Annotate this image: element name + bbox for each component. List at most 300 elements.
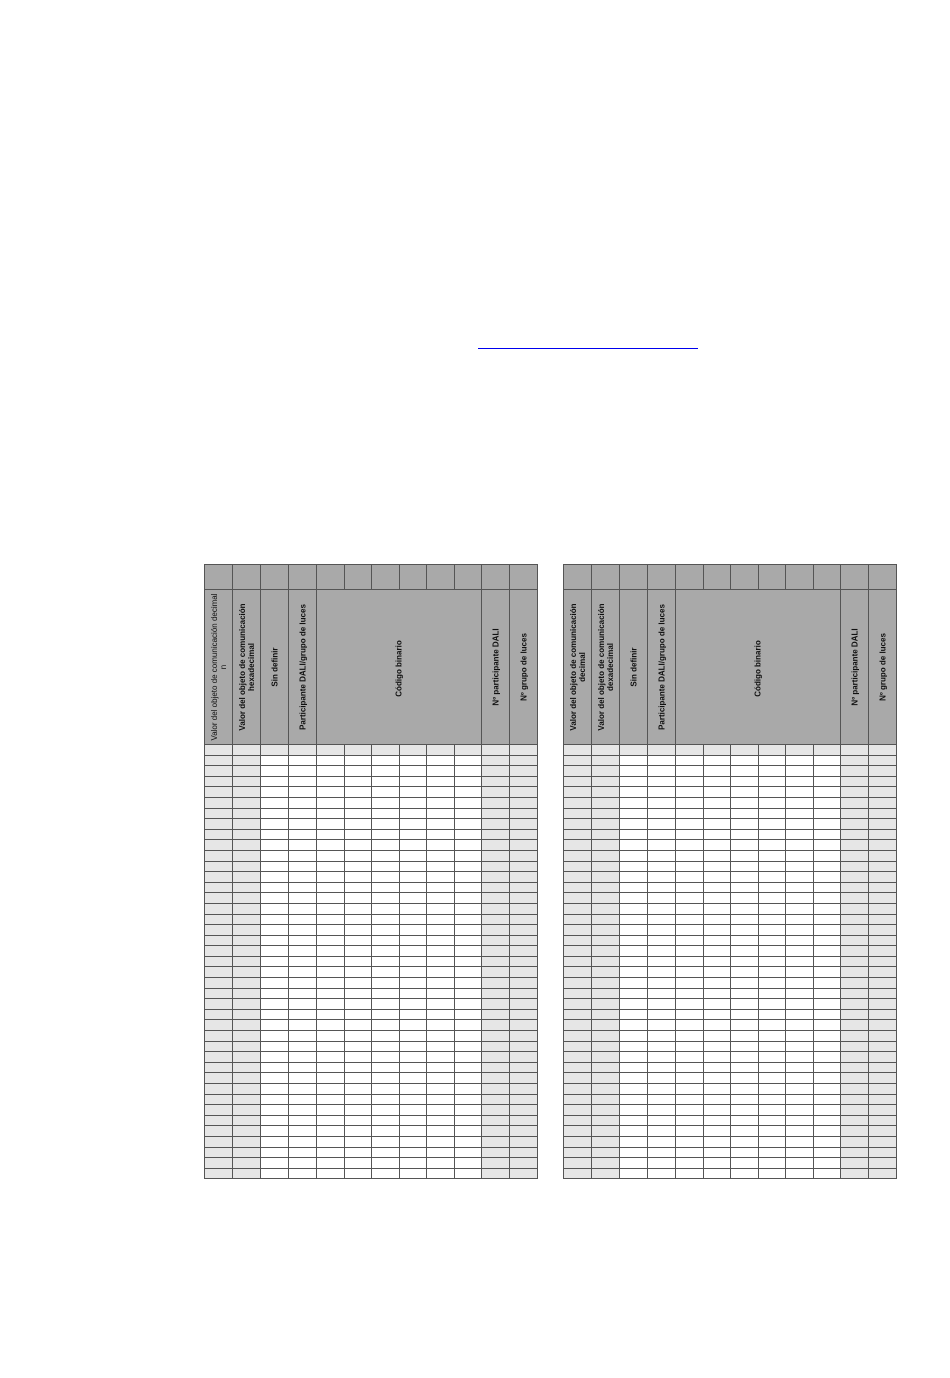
table-cell (205, 1168, 233, 1179)
table-cell (454, 1073, 482, 1084)
table-cell (261, 1009, 289, 1020)
table-cell (703, 978, 731, 989)
table-row (205, 819, 538, 830)
table-cell (233, 1115, 261, 1126)
table-cell (703, 946, 731, 957)
table-cell (564, 999, 592, 1010)
table-cell (841, 999, 869, 1010)
table-cell (344, 1052, 372, 1063)
table-cell (233, 925, 261, 936)
table-cell (510, 925, 538, 936)
table-cell (841, 946, 869, 957)
table-cell (372, 988, 400, 999)
table-cell (399, 1158, 427, 1169)
table-cell (564, 914, 592, 925)
table-cell (564, 1094, 592, 1105)
table-cell (731, 819, 759, 830)
table-cell (786, 988, 814, 999)
table-cell (317, 956, 345, 967)
table-cell (648, 776, 676, 787)
table-cell (758, 755, 786, 766)
table-row (205, 946, 538, 957)
table-cell (620, 1158, 648, 1169)
table-cell (205, 999, 233, 1010)
table-cell (233, 1009, 261, 1020)
table-cell (317, 1136, 345, 1147)
table-cell (564, 946, 592, 957)
table-cell (564, 1126, 592, 1137)
table-cell (564, 1168, 592, 1179)
table-cell (261, 1136, 289, 1147)
table-cell (454, 797, 482, 808)
table-cell (648, 882, 676, 893)
table-cell (731, 1009, 759, 1020)
table-cell (758, 903, 786, 914)
table-cell (399, 1168, 427, 1179)
table-cell (869, 1168, 897, 1179)
table-cell (427, 840, 455, 851)
table-cell (344, 1041, 372, 1052)
table-cell (510, 1062, 538, 1073)
table-cell (731, 946, 759, 957)
table-cell (758, 1031, 786, 1042)
table-cell (372, 819, 400, 830)
table-cell (289, 766, 317, 777)
table-cell (205, 745, 233, 756)
table-cell (427, 978, 455, 989)
table-cell (758, 1168, 786, 1179)
table-cell (372, 776, 400, 787)
table-cell (564, 840, 592, 851)
table-cell (813, 787, 841, 798)
table-cell (648, 1115, 676, 1126)
table-cell (813, 840, 841, 851)
table-cell (317, 1031, 345, 1042)
table-cell (454, 893, 482, 904)
table-cell (233, 1031, 261, 1042)
table-cell (564, 829, 592, 840)
table-cell (399, 787, 427, 798)
table-cell (786, 745, 814, 756)
table-cell (372, 1009, 400, 1020)
table-cell (592, 1084, 620, 1095)
table-cell (676, 903, 704, 914)
table-cell (482, 1147, 510, 1158)
table-cell (510, 776, 538, 787)
table-cell (758, 1147, 786, 1158)
table-row (205, 925, 538, 936)
table-cell (731, 903, 759, 914)
table-cell (758, 967, 786, 978)
table-cell (564, 967, 592, 978)
table-cell (564, 882, 592, 893)
table-cell (813, 755, 841, 766)
table-cell (786, 850, 814, 861)
table-cell (427, 946, 455, 957)
table-cell (786, 925, 814, 936)
table-cell (592, 999, 620, 1010)
table-cell (703, 1158, 731, 1169)
table-cell (261, 797, 289, 808)
table-cell (510, 946, 538, 957)
table-row (564, 1031, 897, 1042)
table-cell (813, 1009, 841, 1020)
table-cell (648, 1084, 676, 1095)
table-cell (454, 1062, 482, 1073)
table-cell (205, 925, 233, 936)
table-cell (703, 797, 731, 808)
table-cell (841, 1147, 869, 1158)
table-cell (703, 882, 731, 893)
table-cell (289, 967, 317, 978)
table-cell (564, 988, 592, 999)
table-cell (205, 850, 233, 861)
table-cell (233, 1084, 261, 1095)
table-cell (482, 893, 510, 904)
table-cell (344, 776, 372, 787)
table-cell (869, 893, 897, 904)
table-cell (510, 1094, 538, 1105)
table-cell (676, 1126, 704, 1137)
table-cell (482, 1020, 510, 1031)
table-cell (289, 808, 317, 819)
table-cell (841, 872, 869, 883)
table-cell (317, 946, 345, 957)
table-cell (592, 978, 620, 989)
table-cell (510, 1158, 538, 1169)
table-cell (703, 893, 731, 904)
table-cell (205, 861, 233, 872)
table-cell (592, 1126, 620, 1137)
table-cell (233, 1105, 261, 1116)
table-cell (648, 1031, 676, 1042)
table-cell (289, 1136, 317, 1147)
table-cell (648, 797, 676, 808)
table-cell (454, 1168, 482, 1179)
table-cell (648, 903, 676, 914)
table-cell (786, 946, 814, 957)
table-cell (427, 1009, 455, 1020)
table-cell (869, 797, 897, 808)
table-cell (205, 1020, 233, 1031)
table-cell (841, 1136, 869, 1147)
table-cell (372, 1115, 400, 1126)
table-cell (261, 872, 289, 883)
table-cell (289, 914, 317, 925)
table-cell (731, 1147, 759, 1158)
table-row (205, 755, 538, 766)
table-cell (648, 1020, 676, 1031)
table-cell (703, 988, 731, 999)
table-cell (261, 903, 289, 914)
table-cell (399, 967, 427, 978)
table-cell (482, 1041, 510, 1052)
table-cell (676, 935, 704, 946)
table-cell (233, 1158, 261, 1169)
table-row (205, 1136, 538, 1147)
table-cell (813, 872, 841, 883)
table-cell (786, 978, 814, 989)
table-cell (482, 872, 510, 883)
table-cell (841, 967, 869, 978)
table-cell (648, 1073, 676, 1084)
table-cell (676, 755, 704, 766)
table-header-row (564, 590, 897, 745)
table-row (564, 850, 897, 861)
table-cell (869, 914, 897, 925)
table-row (205, 903, 538, 914)
table-row (564, 967, 897, 978)
table-cell (372, 1073, 400, 1084)
table-cell (869, 872, 897, 883)
table-cell (592, 797, 620, 808)
table-row (205, 1031, 538, 1042)
table-cell (427, 903, 455, 914)
table-cell (813, 1158, 841, 1169)
table-cell (648, 925, 676, 936)
table-cell (344, 819, 372, 830)
table-cell (205, 1009, 233, 1020)
table-cell (289, 1115, 317, 1126)
table-cell (372, 956, 400, 967)
table-cell (399, 1073, 427, 1084)
table-cell (372, 1041, 400, 1052)
table-cell (731, 1158, 759, 1169)
table-cell (564, 1084, 592, 1095)
table-cell (233, 946, 261, 957)
table-cell (427, 1168, 455, 1179)
table-cell (372, 797, 400, 808)
table-cell (372, 1052, 400, 1063)
table-cell (676, 914, 704, 925)
table-cell (676, 1094, 704, 1105)
table-cell (592, 1041, 620, 1052)
table-cell (564, 755, 592, 766)
table-cell (731, 808, 759, 819)
table-header-row (205, 590, 538, 745)
table-cell (869, 946, 897, 957)
table-cell (841, 1031, 869, 1042)
table-cell (233, 766, 261, 777)
table-cell (786, 829, 814, 840)
hyperlink-underline[interactable] (478, 348, 698, 349)
table-cell (620, 999, 648, 1010)
table-cell (620, 914, 648, 925)
table-cell (372, 755, 400, 766)
table-cell (427, 1084, 455, 1095)
table-cell (510, 988, 538, 999)
table-cell (731, 1062, 759, 1073)
table-cell (482, 819, 510, 830)
table-cell (703, 914, 731, 925)
table-cell (399, 893, 427, 904)
table-cell (786, 935, 814, 946)
table-cell (482, 797, 510, 808)
table-cell (399, 925, 427, 936)
table-cell (841, 1041, 869, 1052)
table-cell (205, 956, 233, 967)
table-row (205, 956, 538, 967)
table-cell (344, 893, 372, 904)
table-cell (317, 829, 345, 840)
table-cell (233, 776, 261, 787)
table-cell (564, 819, 592, 830)
table-cell (454, 829, 482, 840)
table-cell (317, 808, 345, 819)
table-cell (427, 872, 455, 883)
table-cell (620, 797, 648, 808)
table-cell (482, 882, 510, 893)
table-cell (676, 925, 704, 936)
table-cell (317, 776, 345, 787)
table-cell (841, 861, 869, 872)
table-cell (344, 797, 372, 808)
table-cell (731, 829, 759, 840)
table-cell (261, 1020, 289, 1031)
table-cell (427, 967, 455, 978)
table-cell (372, 1094, 400, 1105)
table-cell (399, 1105, 427, 1116)
table-cell (399, 808, 427, 819)
table-cell (427, 776, 455, 787)
table-cell (869, 1009, 897, 1020)
table-cell (205, 893, 233, 904)
table-row (564, 882, 897, 893)
table-row (205, 840, 538, 851)
table-cell (454, 903, 482, 914)
table-cell (676, 1031, 704, 1042)
table-row (564, 999, 897, 1010)
table-cell (427, 999, 455, 1010)
table-cell (813, 988, 841, 999)
table-cell (813, 914, 841, 925)
table-cell (344, 850, 372, 861)
table-row (564, 1020, 897, 1031)
table-cell (869, 1136, 897, 1147)
table-cell (261, 1158, 289, 1169)
table-row (205, 861, 538, 872)
table-cell (205, 1031, 233, 1042)
table-cell (731, 755, 759, 766)
table-cell (703, 850, 731, 861)
table-cell (510, 850, 538, 861)
table-cell (233, 819, 261, 830)
table-cell (427, 1062, 455, 1073)
table-cell (510, 808, 538, 819)
table-row (564, 1062, 897, 1073)
table-cell (233, 1147, 261, 1158)
table-cell (676, 1105, 704, 1116)
table-cell (703, 829, 731, 840)
table-cell (317, 840, 345, 851)
table-cell (676, 1073, 704, 1084)
table-cell (758, 829, 786, 840)
table-cell (592, 872, 620, 883)
table-cell (510, 1009, 538, 1020)
table-cell (427, 1073, 455, 1084)
table-top-row (564, 565, 897, 590)
table-cell (261, 840, 289, 851)
table-cell (317, 999, 345, 1010)
table-cell (427, 1126, 455, 1137)
table-cell (289, 1052, 317, 1063)
table-cell (841, 1094, 869, 1105)
table-row (205, 893, 538, 904)
table-cell (841, 797, 869, 808)
table-cell (372, 1020, 400, 1031)
table-row (205, 1115, 538, 1126)
table-cell (372, 1136, 400, 1147)
table-cell (261, 787, 289, 798)
table-cell (482, 840, 510, 851)
table-cell (620, 903, 648, 914)
table-cell (731, 745, 759, 756)
table-cell (510, 1115, 538, 1126)
table-cell (233, 745, 261, 756)
table-cell (261, 1105, 289, 1116)
table-cell (482, 1158, 510, 1169)
table-cell (372, 882, 400, 893)
table-cell (482, 861, 510, 872)
table-cell (786, 872, 814, 883)
table-cell (233, 935, 261, 946)
table-cell (564, 1052, 592, 1063)
table-cell (261, 1147, 289, 1158)
table-cell (813, 925, 841, 936)
table-cell (205, 903, 233, 914)
table-cell (564, 978, 592, 989)
table-row (564, 946, 897, 957)
table-cell (620, 819, 648, 830)
table-row (564, 745, 897, 756)
table-row (205, 882, 538, 893)
table-row (205, 967, 538, 978)
table-cell (564, 1062, 592, 1073)
table-cell (703, 1052, 731, 1063)
table-cell (676, 988, 704, 999)
table-cell (703, 745, 731, 756)
table-cell (205, 1158, 233, 1169)
table-row (564, 808, 897, 819)
table-cell (758, 1094, 786, 1105)
table-cell (731, 967, 759, 978)
table-cell (233, 956, 261, 967)
table-cell (758, 1126, 786, 1137)
table-cell (676, 840, 704, 851)
table-cell (261, 819, 289, 830)
table-cell (620, 872, 648, 883)
table-cell (813, 978, 841, 989)
table-cell (592, 1094, 620, 1105)
table-cell (427, 755, 455, 766)
table-cell (758, 956, 786, 967)
table-cell (676, 787, 704, 798)
table-cell (344, 861, 372, 872)
table-cell (510, 745, 538, 756)
table-cell (703, 766, 731, 777)
table-cell (813, 956, 841, 967)
table-row (564, 1126, 897, 1137)
table-cell (676, 776, 704, 787)
table-cell (703, 1020, 731, 1031)
table-cell (482, 766, 510, 777)
table-cell (372, 903, 400, 914)
table-cell (676, 1041, 704, 1052)
table-cell (289, 1062, 317, 1073)
table-cell (261, 745, 289, 756)
header-hexadecimal: Valor del objeto de comunicación hexadecimal (233, 590, 261, 745)
table-cell (372, 787, 400, 798)
